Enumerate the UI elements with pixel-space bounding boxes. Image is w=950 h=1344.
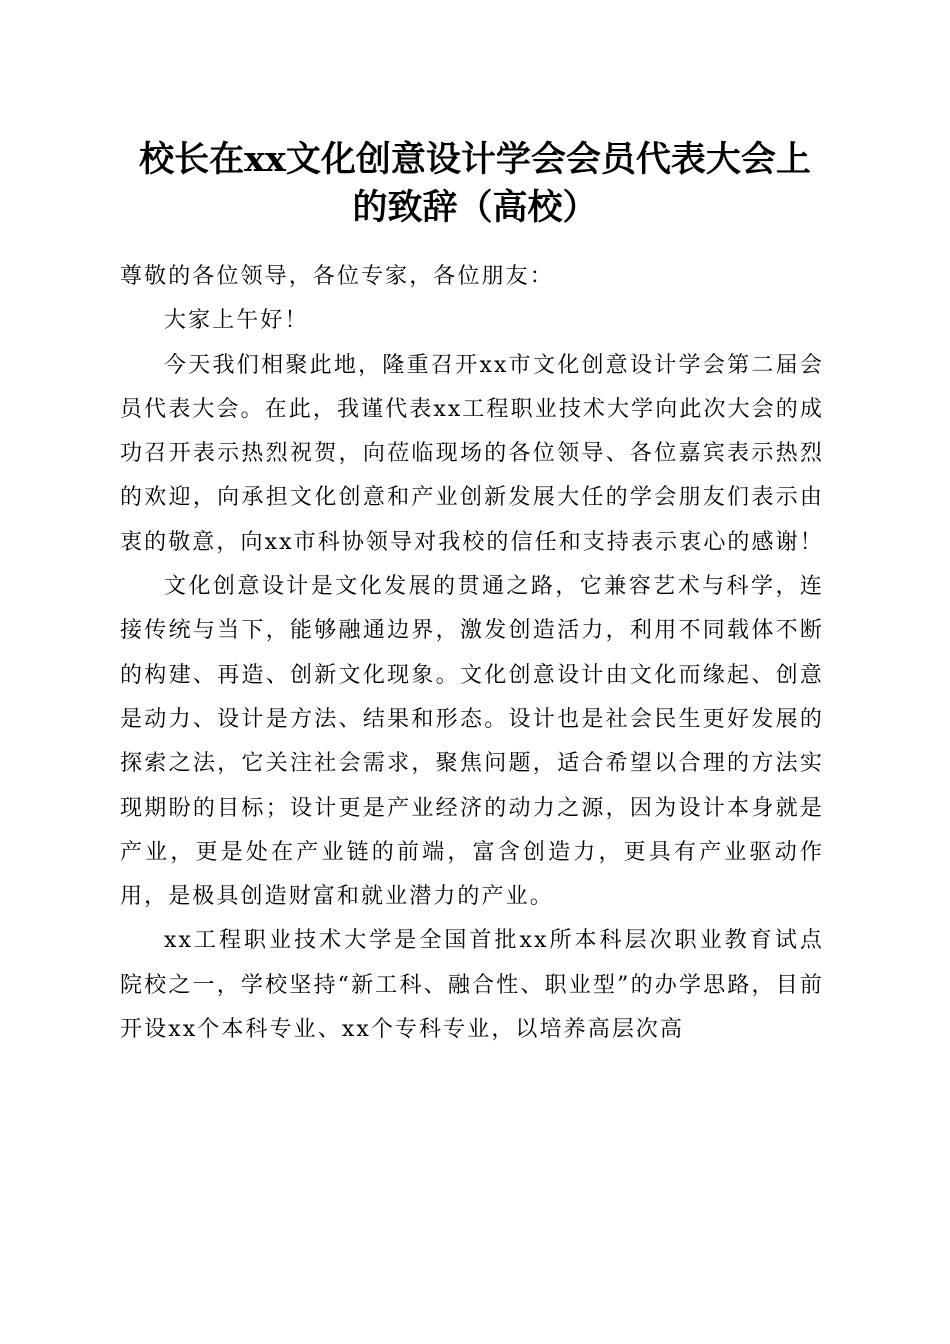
- document-body: [120, 255, 824, 1052]
- greeting: 大家上午好！: [164, 308, 309, 334]
- paragraph-3: xx工程职业技术大学是全国首批xx所本科层次职业教育试点院校之一，学校坚持“新工科、融合性、职业型”的办学思路，目前开设xx个本科专业、xx个专科专业，以培养高层次高: [120, 928, 824, 1043]
- paragraph-2: 文化创意设计是文化发展的贯通之路，它兼容艺术与科学，连接传统与当下，能够融通边界，激发创造活力，利用不同载体不断的构建、再造、创新文化现象。文化创意设计由文化而缘起、创意是动力、设计是方法、结果和形态。设计也是社会民生更好发展的探索之法，它关注社会需求，聚焦问题，适合希望以合理的方法实现期盼的目标；设计更是产业经济的动力之源，因为设计本身就是产业，更是处在产业链的前端，富含创造力，更具有产业驱动作用，是极具创造财富和就业潜力的产业。: [120, 574, 824, 910]
- salutation: 尊敬的各位领导，各位专家，各位朋友：: [120, 264, 554, 289]
- document-title: [110, 136, 840, 232]
- paragraph-1: 今天我们相聚此地，隆重召开xx市文化创意设计学会第二届会员代表大会。在此，我谨代表xx工程职业技术大学向此次大会的成功召开表示热烈祝贺，向莅临现场的各位领导、各位嘉宾表示热烈的欢迎，向承担文化创意和产业创新发展大任的学会朋友们表示由衷的敬意，向xx市科协领导对我校的信任和支持表示衷心的感谢！: [120, 352, 824, 555]
- title-line-2: 的致辞（高校）: [352, 187, 598, 228]
- title-line-1: 校长在xx文化创意设计学会会员代表大会上: [139, 139, 811, 180]
